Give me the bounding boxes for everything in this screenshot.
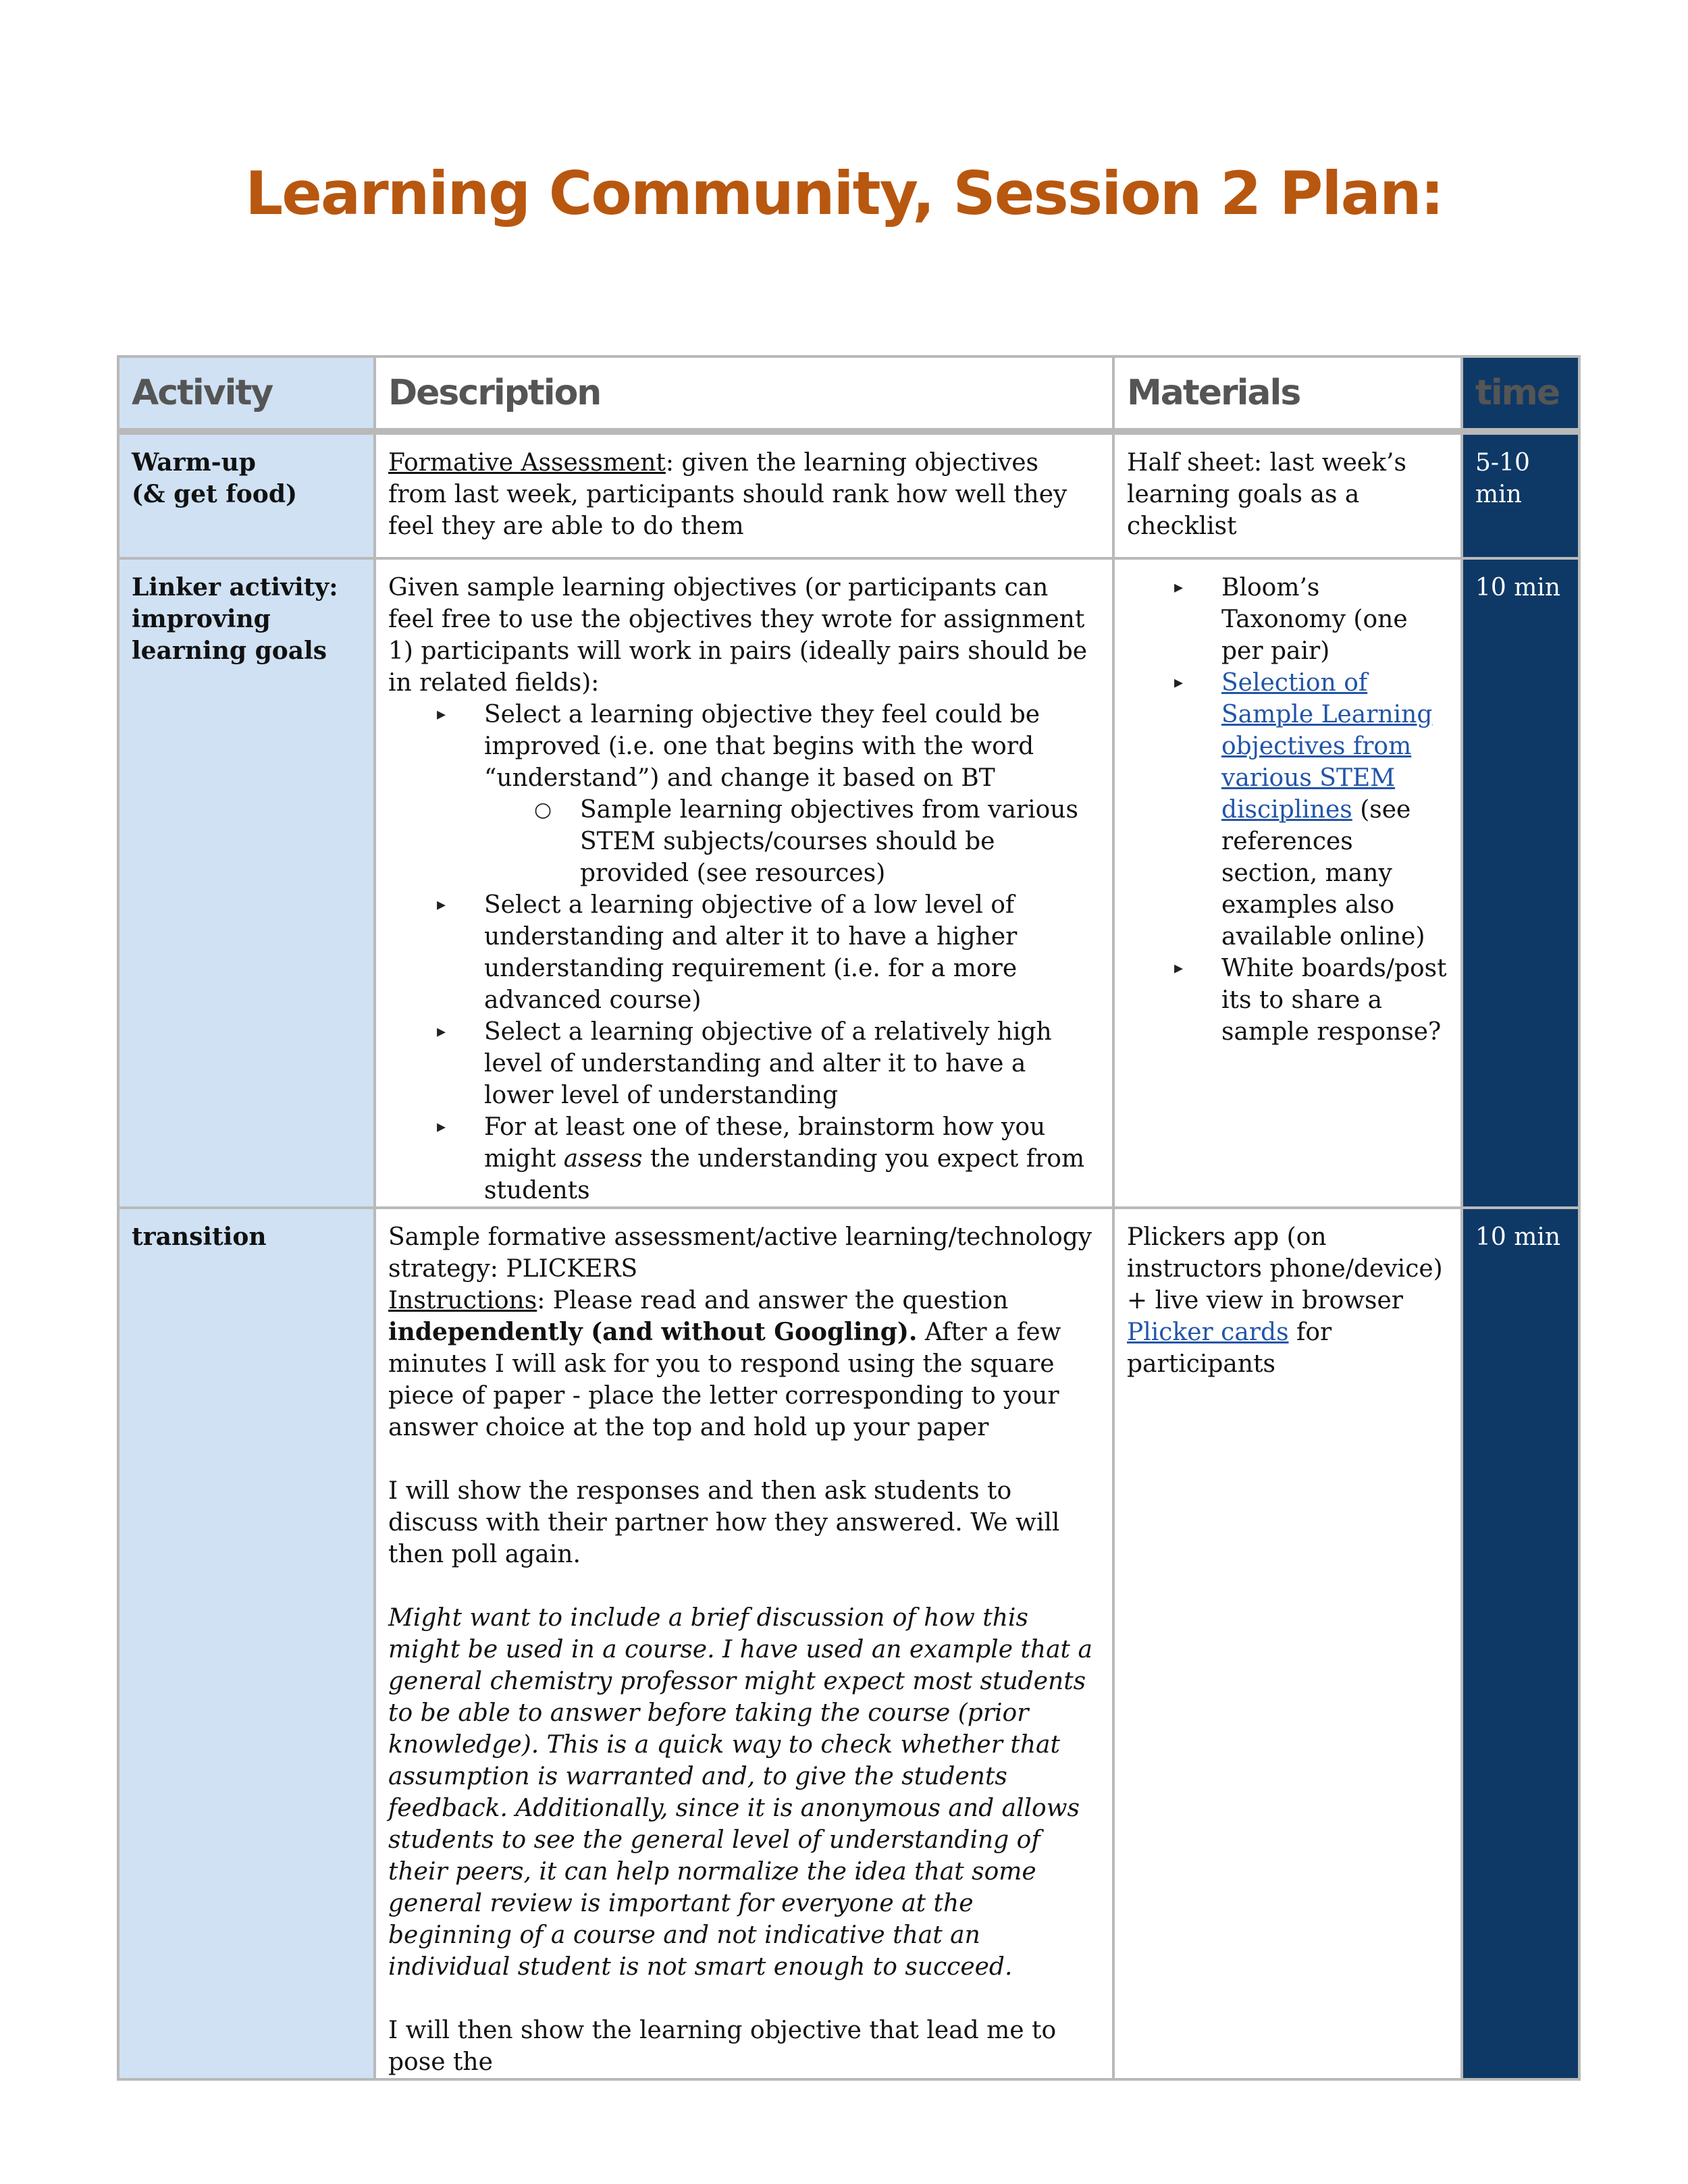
activity-cell	[118, 431, 375, 558]
list-item: ○ Sample learning objectives from various STEM subjects/courses should be provided (see resources)	[580, 794, 1100, 889]
instructions-label: Instructions	[388, 1287, 537, 1314]
paragraph-text: for participants	[1127, 1319, 1332, 1378]
table-row	[118, 1208, 1579, 2079]
table-header-row	[118, 356, 1579, 431]
description-intro: Given sample learning objectives (or participants can feel free to use the objectives they wrote for assignment 1) participants will work in pairs (ideally pairs should be in related fields):	[388, 574, 1088, 697]
instructions-paragraph	[388, 1285, 1100, 1443]
activity-line: Warm-up	[132, 448, 256, 477]
description-cell	[375, 1208, 1113, 2079]
activity-line: learning goals	[132, 637, 327, 665]
activity-cell	[118, 1208, 375, 2079]
activity-cell	[118, 558, 375, 1208]
description-bullet-list	[388, 699, 1100, 1206]
materials-cell	[1113, 558, 1462, 1208]
list-item: ▸ Select a learning objective of a relatively high level of understanding and alter it to have a lower level of understanding	[484, 1016, 1100, 1111]
sample-objectives-link[interactable]: Selection of Sample Learning objectives from various STEM disciplines	[1221, 669, 1433, 824]
activity-line: improving	[132, 605, 271, 633]
description-paragraph: Sample formative assessment/active learning/technology strategy: PLICKERS	[388, 1223, 1092, 1283]
list-item-text: (see references section, many examples also available online)	[1221, 796, 1425, 951]
plicker-cards-link[interactable]: Plicker cards	[1127, 1319, 1289, 1346]
facilitator-note: Might want to include a brief discussion of how this might be used in a course. I have used an example that a general chemistry professor might expect most students to be able to answer before taking the course (prior knowledge). This is a quick way to check whether that assumption is warranted and, to give the students feedback. Additionally, since it is anonymous and allows students to see the general level of understanding of their peers, it can help normalize the idea that some general review is important for everyone at the beginning of a course and not indicative that an individual student is not smart enough to succeed.	[388, 1604, 1092, 1981]
list-item-text: Select a learning objective they feel could be improved (i.e. one that begins with the word “understand”) and change it based on BT	[484, 701, 1040, 792]
materials-text: Plickers app (on instructors phone/device) + live view in browser	[1127, 1223, 1443, 1314]
materials-cell: Half sheet: last week’s learning goals as a checklist	[1113, 431, 1462, 558]
table-row	[118, 431, 1579, 558]
description-cell	[375, 558, 1113, 1208]
header-description: Description	[375, 356, 1113, 431]
formative-assessment-label: Formative Assessment	[388, 449, 666, 477]
materials-cell	[1113, 1208, 1462, 2079]
description-text: : given the learning objectives from last week, participants should rank how well they feel they are able to do them	[388, 449, 1067, 540]
list-item	[1221, 667, 1448, 953]
emphasis-text: assess	[563, 1145, 643, 1173]
header-materials: Materials	[1113, 356, 1462, 431]
activity-line: transition	[132, 1223, 267, 1251]
paragraph-text: After a few minutes I will ask for you to respond using the square piece of paper - place the letter corresponding to your answer choice at the top and hold up your paper	[388, 1319, 1061, 1441]
materials-list	[1127, 572, 1448, 1048]
activity-line: Linker activity:	[132, 573, 338, 602]
time-cell: 10 min	[1462, 558, 1579, 1208]
list-item: ▸ Select a learning objective of a low level of understanding and alter it to have a higher understanding requirement (i.e. for a more advanced course)	[484, 889, 1100, 1016]
list-item	[484, 699, 1100, 889]
sub-bullet-list	[484, 794, 1100, 889]
bold-text: independently (and without Googling).	[388, 1318, 918, 1346]
activity-line: (& get food)	[132, 480, 298, 508]
paragraph-text: : Please read and answer the question	[537, 1287, 1009, 1314]
table-row	[118, 558, 1579, 1208]
list-item	[484, 1111, 1100, 1206]
list-item: ▸ Bloom’s Taxonomy (one per pair)	[1221, 572, 1448, 667]
time-cell: 10 min	[1462, 1208, 1579, 2079]
description-paragraph: I will show the responses and then ask students to discuss with their partner how they answered. We will then poll again.	[388, 1477, 1060, 1568]
description-paragraph: I will then show the learning objective that lead me to pose the	[388, 2017, 1057, 2076]
session-plan-table	[117, 355, 1581, 2081]
document-title: Learning Community, Session 2 Plan:	[245, 159, 1443, 228]
header-activity: Activity	[118, 356, 375, 431]
header-time: time	[1462, 356, 1579, 431]
description-cell	[375, 431, 1113, 558]
list-item-text: For at least one of these, brainstorm how you might	[484, 1113, 1046, 1173]
list-item-text: the understanding you expect from students	[484, 1145, 1085, 1204]
time-cell: 5-10 min	[1462, 431, 1579, 558]
materials-text	[1127, 1316, 1448, 1380]
list-item: ▸ White boards/post its to share a sample response?	[1221, 953, 1448, 1048]
